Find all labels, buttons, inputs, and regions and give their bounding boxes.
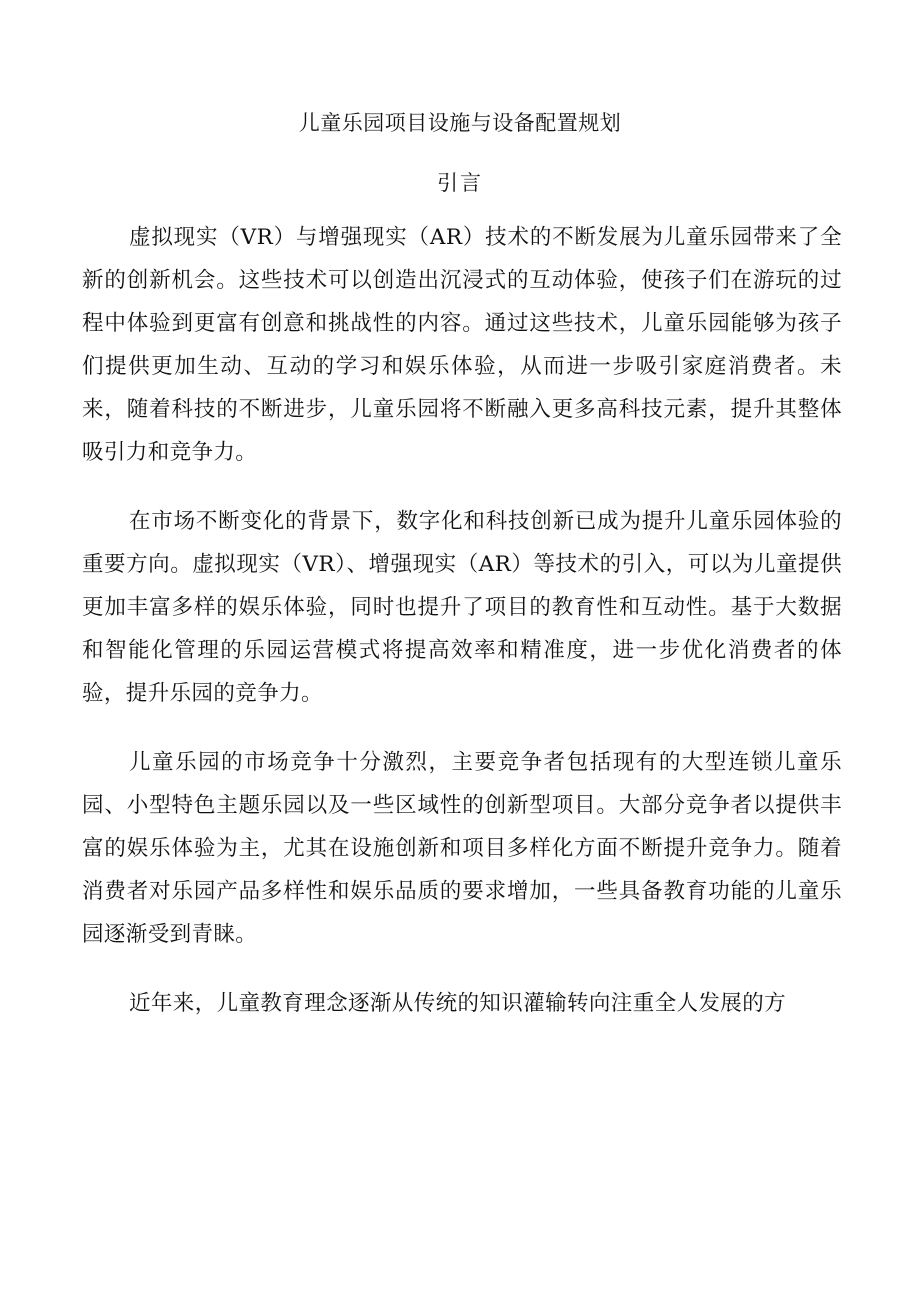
document-subtitle: 引言 — [437, 171, 483, 195]
document-title: 儿童乐园项目设施与设备配置规划 — [298, 111, 622, 135]
paragraph-4: 近年来，儿童教育理念逐渐从传统的知识灌输转向注重全人发展的方 — [129, 991, 787, 1016]
document-body — [82, 216, 842, 1051]
paragraph-1: 虚拟现实（VR）与增强现实（AR）技术的不断发展为儿童乐园带来了全新的创新机会。这些技术可以创造出沉浸式的互动体验，使孩子们在游玩的过程中体验到更富有创意和挑战性的内容。通过这些技术，儿童乐园能够为孩子们提供更加生动、互动的学习和娱乐体验，从而进一步吸引家庭消费者。未来，随着科技的不断进步，儿童乐园将不断融入更多高科技元素，提升其整体吸引力和竞争力。 — [82, 225, 842, 465]
paragraph-2: 在市场不断变化的背景下，数字化和科技创新已成为提升儿童乐园体验的重要方向。虚拟现实（VR）、增强现实（AR）等技术的引入，可以为儿童提供更加丰富多样的娱乐体验，同时也提升了项目的教育性和互动性。基于大数据和智能化管理的乐园运营模式将提高效率和精准度，进一步优化消费者的体验，提升乐园的竞争力。 — [82, 509, 842, 706]
paragraph-3: 儿童乐园的市场竞争十分激烈，主要竞争者包括现有的大型连锁儿童乐园、小型特色主题乐园以及一些区域性的创新型项目。大部分竞争者以提供丰富的娱乐体验为主，尤其在设施创新和项目多样化方面不断提升竞争力。随着消费者对乐园产品多样性和娱乐品质的要求增加，一些具备教育功能的儿童乐园逐渐受到青睐。 — [82, 750, 842, 947]
